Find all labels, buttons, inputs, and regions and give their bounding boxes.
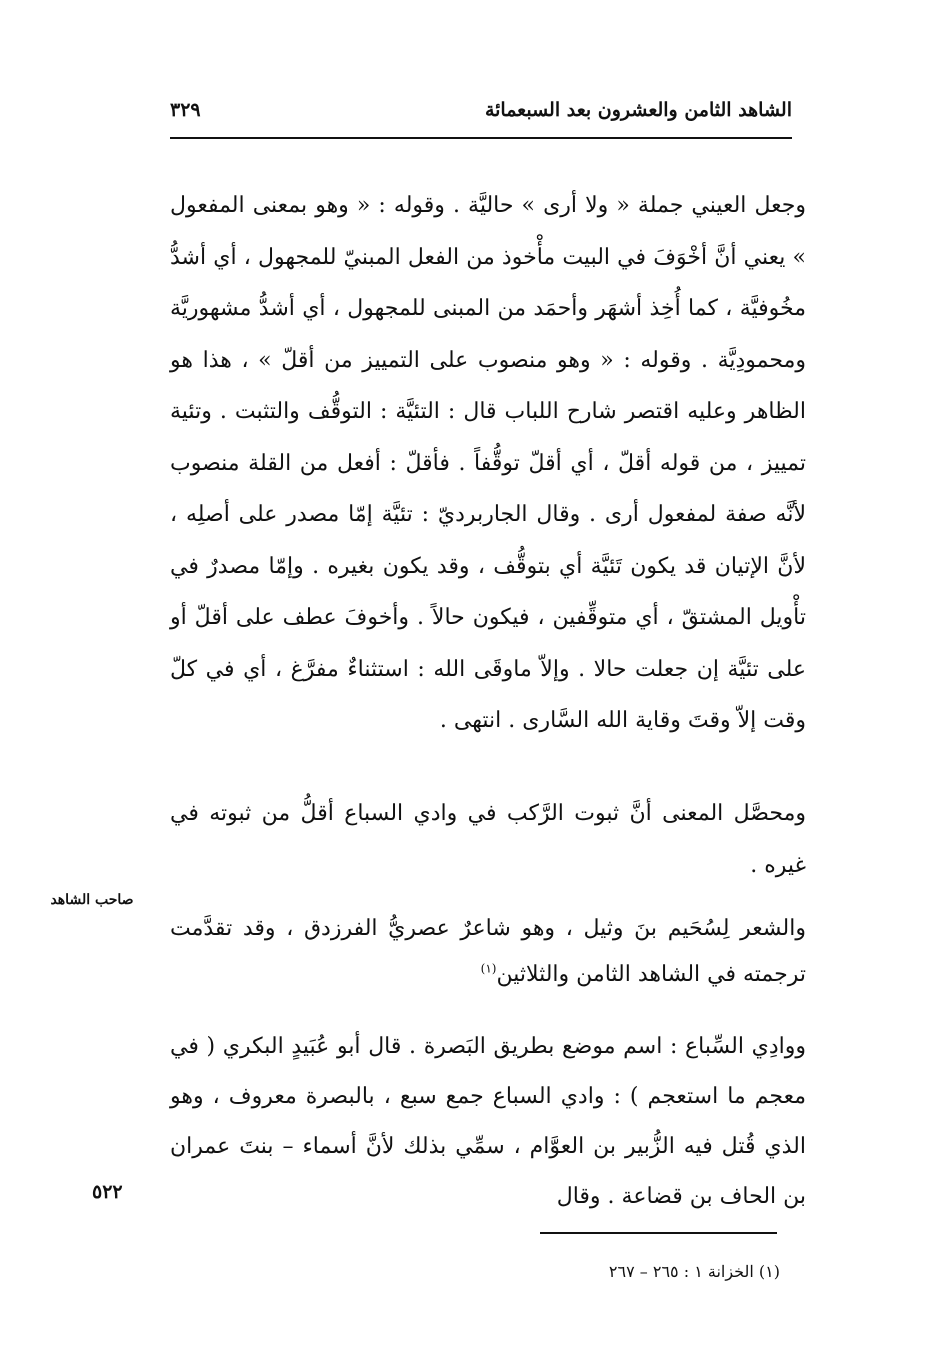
footnote-reference: (١) <box>480 961 497 976</box>
paragraph-1: وجعل العيني جملة « ولا أرى » حاليَّة . وقوله : « وهو بمعنى المفعول » يعني أنَّ أخْوَفَ في البيت مأْخوذ من الفعل المبنيّ للمجهول ، أي أشدُّ مخُوفيَّة ، كما أُخِذ أشهَر وأحمَد من المبنى للمجهول ، أي أشدُّ مشهوريَّة ومحمودِيَّة . وقوله : « وهو منصوب على التمييز من أقلّ » ، هذا هو الظاهر وعليه اقتصر شارح اللباب قال : التئيَّة : التوقُّف والتثبت . وتئية تمييز ، من قوله أقلّ ، أي أقلّ توقُّفاً . فأقلّ : أفعل من القلة منصوب لأنَّه صفة لمفعول أرى . وقال الجاربرديّ : تئيَّة إمّا مصدر على أصلِه ، لأنَّ الإتيان قد يكون تَئيَّة أي بتوقُّف ، وقد يكون بغيره . وإمّا مصدرٌ في تأْويل المشتقّ ، أي متوقِّفين ، فيكون حالاً . وأخوفَ عطف على أقلّ أو على تئيَّة إن جعلت حالا . وإلاّ ماوقَى الله : استثناءٌ مفرَّغ ، أي في كلّ وقت إلاّ وقتَ وقاية الله السَّارى . انتهى . <box>170 193 806 733</box>
margin-page-number: ٥٢٢ <box>92 1181 123 1203</box>
margin-note: صاحب الشاهد <box>50 892 134 908</box>
footnote: (١) الخزانة ١ : ٢٦٥ – ٢٦٧ <box>608 1262 780 1281</box>
header-rule <box>170 137 792 139</box>
running-header <box>170 90 792 130</box>
paragraph-3 <box>170 906 806 998</box>
paragraph-4: ووادِي السِّباع : اسم موضع بطريق البَصرة . قال أبو عُبَيدٍ البكري ( في معجم ما استعجم ) : وادي السباع جمع سبع ، بالبصرة معروف ، وهو الذي قُتل فيه الزُّبير بن العوَّام ، سمِّي بذلك لأنَّ أسماء – بنتَ عمران بن الحاف بن قضاعة . وقال <box>170 1034 806 1209</box>
header-title: الشاهد الثامن والعشرون بعد السبعمائة <box>484 99 792 121</box>
footnote-rule <box>540 1232 777 1234</box>
paragraph-2: ومحصَّل المعنى أنَّ ثبوت الرَّكب في وادي السباع أقلُّ من ثبوته في غيره . <box>170 801 806 878</box>
paragraph-3-text: والشعر لِسُحَيم بنَ وثيل ، وهو شاعرٌ عصريُّ الفرزدق ، وقد تقدَّمت ترجمته في الشاهد الثامن والثلاثين <box>170 916 806 987</box>
header-page-number: ٣٢٩ <box>170 99 201 121</box>
